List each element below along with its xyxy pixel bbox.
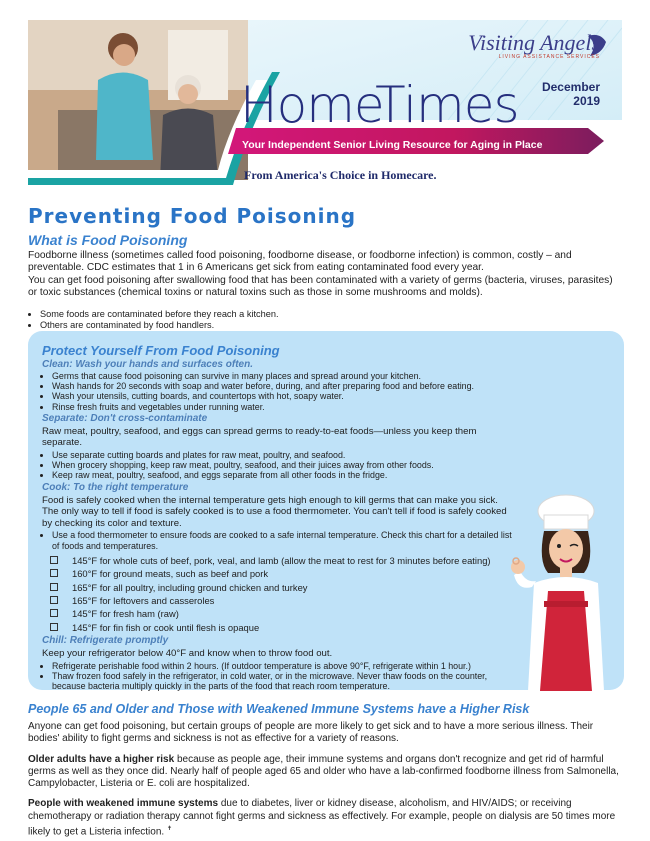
separate-text: Raw meat, poultry, seafood, and eggs can spread germs to ready-to-eat foods—unless you keep them separate. <box>42 425 477 449</box>
protect-content <box>42 343 512 691</box>
footnote-mark: ✝ <box>166 826 172 833</box>
checklist-item: 165°F for all poultry, including ground chicken and turkey <box>50 581 512 594</box>
issue-date: December 2019 <box>541 80 600 108</box>
intro-text <box>28 250 623 331</box>
list-item: • When grocery shopping, keep raw meat, poultry, seafood, and their juices away from other foods. <box>52 460 512 470</box>
risk-paragraph: Anyone can get food poisoning, but certain groups of people are more likely to get sick and to have a more serious illness. Their bodies' ability to fight germs and sickness is not as effective for a variety of reasons. <box>28 721 594 745</box>
caregiver-photo <box>28 20 248 180</box>
chill-heading: Chill: Refrigerate promptly <box>42 635 169 647</box>
separate-list <box>42 450 512 481</box>
list-item: • Some foods are contaminated before they reach a kitchen. <box>40 309 623 320</box>
protect-title: Protect Yourself From Food Poisoning <box>42 343 280 358</box>
newsletter-header <box>28 20 622 192</box>
cook-list <box>42 530 512 550</box>
intro-list <box>28 309 623 331</box>
cook-heading: Cook: To the right temperature <box>42 481 189 493</box>
list-item: • Use a food thermometer to ensure foods are cooked to a safe internal temperature. Check this chart for a detailed list of foods and temperatures. <box>52 530 512 550</box>
risk-paragraph: People with weakened immune systems due to diabetes, liver or kidney disease, alcoholism, and HIV/AIDS; or receiving chemotherapy or radiation therapy cannot fight germs and sickness as effectively. For example, people on dialysis are 50 times more likely to get a Listeria infection. ✝ <box>28 798 616 838</box>
checkbox-icon <box>50 583 58 591</box>
checklist-item: 145°F for fresh ham (raw) <box>50 607 512 620</box>
checklist-item: 145°F for fin fish or cook until flesh is opaque <box>50 621 512 634</box>
checkbox-icon <box>50 596 58 604</box>
list-item: • Wash hands for 20 seconds with soap and water before, during, and after preparing food and before eating. <box>52 381 512 391</box>
clean-list <box>42 371 512 412</box>
protect-box <box>28 331 624 690</box>
what-heading: What is Food Poisoning <box>28 232 188 248</box>
checkbox-icon <box>50 569 58 577</box>
brand-logo: Visiting Angels LIVING ASSISTANCE SERVICES <box>468 30 600 60</box>
checklist-item: 145°F for whole cuts of beef, pork, veal, and lamb (allow the meat to rest for 3 minutes before eating) <box>50 554 512 567</box>
list-item: • Keep raw meat, poultry, seafood, and eggs separate from all other foods in the fridge. <box>52 470 512 480</box>
list-item: • Thaw frozen food safely in the refrigerator, in cold water, or in the microwave. Never thaw foods on the counter, because bacteria multiply quickly in the parts of the food that reach room temperature. <box>52 671 512 691</box>
intro-paragraph: You can get food poisoning after swallowing food that has been contaminated with a variety of germs (bacteria, viruses, parasites) or toxic substances (chemical toxins or natural toxins such as those in some mushrooms and molds). <box>28 274 613 299</box>
temperature-checklist <box>42 554 512 634</box>
separate-heading: Separate: Don't cross-contaminate <box>42 412 208 424</box>
checkbox-icon <box>50 609 58 617</box>
list-item: • Refrigerate perishable food within 2 hours. (If outdoor temperature is above 90°F, refrigerate within 1 hour.) <box>52 661 512 671</box>
checklist-item: 165°F for leftovers and casseroles <box>50 594 512 607</box>
cook-text: Food is safely cooked when the internal temperature gets high enough to kill germs that can make you sick. The only way to tell if food is safely cooked is to use a food thermometer. You can't tell if food is safely cooked by checking its color and texture. <box>42 494 507 529</box>
risk-paragraph: Older adults have a higher risk because as people age, their immune systems and organs don't recognize and get rid of harmful germs as well as they once did. Nearly half of people aged 65 and older who have a lab-confirmed foodborne illness from Salmonella, Campylobacter, Listeria or E. coli are hospitalized. <box>28 753 619 790</box>
checkbox-icon <box>50 623 58 631</box>
checkbox-icon <box>50 556 58 564</box>
list-item: • Germs that cause food poisoning can survive in many places and spread around your kitchen. <box>52 371 512 381</box>
clean-heading: Clean: Wash your hands and surfaces often. <box>42 359 253 370</box>
tagline: Your Independent Senior Living Resource for Aging in Place <box>242 139 543 151</box>
chef-illustration <box>508 491 618 691</box>
list-item: • Use separate cutting boards and plates for raw meat, poultry, and seafood. <box>52 450 512 460</box>
chill-list <box>42 661 512 692</box>
risk-text <box>28 721 623 841</box>
list-item: • Others are contaminated by food handlers. <box>40 320 623 331</box>
intro-paragraph: Foodborne illness (sometimes called food poisoning, foodborne disease, or foodborne infection) is common, costly – and preventable. CDC estimates that 1 in 6 Americans get sick from eating contaminated food every year. <box>28 250 572 274</box>
checklist-item: 160°F for ground meats, such as beef and pork <box>50 567 512 580</box>
from-line: From America's Choice in Homecare. <box>244 168 437 182</box>
list-item: • Rinse fresh fruits and vegetables under running water. <box>52 402 512 412</box>
list-item: • Wash your utensils, cutting boards, and countertops with hot, soapy water. <box>52 391 512 401</box>
risk-heading: People 65 and Older and Those with Weakened Immune Systems have a Higher Risk <box>28 702 530 716</box>
newsletter-title: HomeTimes <box>240 76 519 134</box>
chill-text: Keep your refrigerator below 40°F and know when to throw food out. <box>42 648 333 660</box>
article-title: Preventing Food Poisoning <box>28 204 357 228</box>
